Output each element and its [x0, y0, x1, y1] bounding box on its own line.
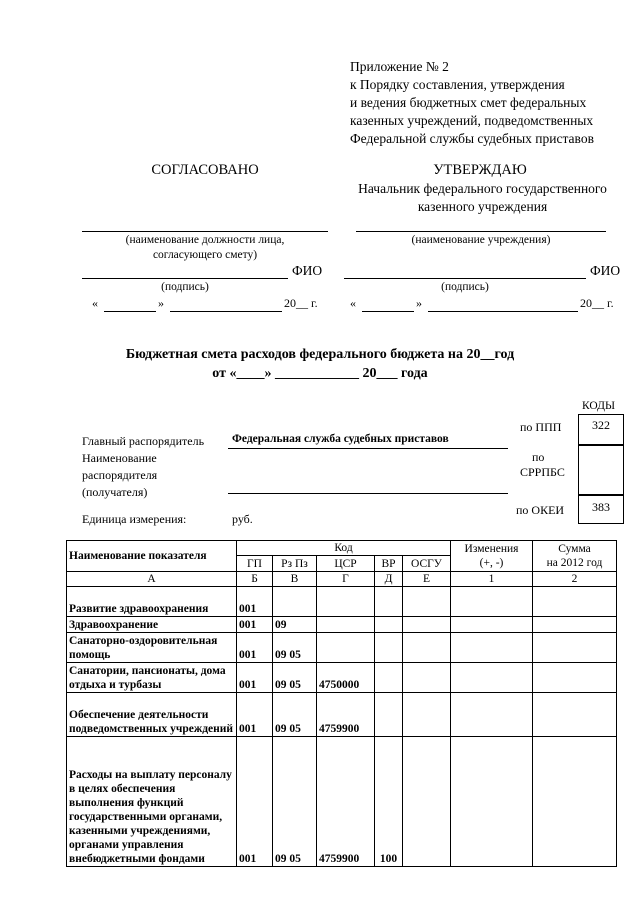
row-vr	[375, 633, 403, 663]
row-osgu	[403, 663, 451, 693]
table-row	[67, 633, 617, 663]
row-rz: 09 05	[273, 633, 317, 663]
row-sum[interactable]	[533, 693, 617, 737]
doc-title-line-1: Бюджетная смета расходов федерального бюджета на 20__год	[125, 347, 515, 362]
letter-cell: 1	[451, 572, 533, 587]
main-manager-line	[228, 448, 508, 449]
unit-value: руб.	[232, 512, 253, 526]
row-rz: 09 05	[273, 663, 317, 693]
letter-cell: В	[273, 572, 317, 587]
okei-code-box	[578, 494, 624, 524]
row-csr: 4759900	[317, 737, 375, 867]
row-csr	[317, 633, 375, 663]
approve-line-2: казенного учреждения	[417, 199, 548, 214]
letter-cell: Г	[317, 572, 375, 587]
manager-label-line: распорядителя	[82, 468, 158, 482]
letter-cell: Б	[237, 572, 273, 587]
letter-cell: Е	[403, 572, 451, 587]
approve-day-line[interactable]	[362, 311, 414, 312]
manager-line[interactable]	[228, 493, 508, 494]
row-rz: 09 05	[273, 693, 317, 737]
unit-label: Единица измерения:	[82, 512, 187, 526]
srrpbs-label-2: СРРПБС	[520, 465, 565, 479]
table-row	[67, 587, 617, 617]
appendix-line: Приложение № 2	[350, 59, 449, 74]
manager-label-line: (получателя)	[82, 485, 148, 499]
table-row	[67, 617, 617, 633]
approve-signature-caption: (подпись)	[441, 281, 489, 293]
row-vr	[375, 693, 403, 737]
agreed-heading: СОГЛАСОВАНО	[151, 162, 259, 178]
row-osgu	[403, 587, 451, 617]
row-changes[interactable]	[451, 633, 533, 663]
letter-cell: Д	[375, 572, 403, 587]
manager-label-line: Наименование	[82, 451, 157, 465]
agreed-signature-caption: (подпись)	[161, 281, 209, 293]
row-name: Санатории, пансионаты, дома отдыха и турбазы	[67, 663, 237, 693]
row-name: Развитие здравоохранения	[67, 587, 237, 617]
row-name: Обеспечение деятельности подведомственных учреждений	[67, 693, 237, 737]
row-csr: 4759900	[317, 693, 375, 737]
approve-heading: УТВЕРЖДАЮ	[433, 162, 527, 178]
table-row	[67, 663, 617, 693]
row-gp: 001	[237, 693, 273, 737]
approve-org-caption: (наименование учреждения)	[411, 234, 551, 246]
row-osgu	[403, 633, 451, 663]
header-changes	[451, 541, 533, 572]
row-name: Расходы на выплату персоналу в целях обеспечения выполнения функций государственными органами, казенными учреждениями, органами управления внебюджетными фондами	[67, 737, 237, 867]
row-vr	[375, 663, 403, 693]
row-gp: 001	[237, 737, 273, 867]
header-osgu: ОСГУ	[403, 556, 451, 572]
row-sum[interactable]	[533, 633, 617, 663]
estimate-table	[66, 540, 617, 867]
header-changes-line: (+, -)	[479, 557, 504, 569]
agreed-year: 20__ г.	[284, 296, 318, 310]
header-rzpz: Рз Пз	[273, 556, 317, 572]
srrpbs-code-box[interactable]	[578, 444, 624, 496]
manager-label	[82, 450, 157, 501]
row-sum[interactable]	[533, 663, 617, 693]
header-sum-line: на 2012 год	[546, 557, 603, 569]
agreed-position-line[interactable]	[82, 231, 328, 232]
header-changes-line: Изменения	[464, 543, 519, 555]
approve-year: 20__ г.	[580, 296, 614, 310]
appendix-line: казенных учреждений, подведомственных	[350, 113, 594, 128]
approve-date-close: »	[416, 296, 422, 310]
appendix-block	[350, 58, 594, 148]
row-changes[interactable]	[451, 617, 533, 633]
row-changes[interactable]	[451, 737, 533, 867]
row-changes[interactable]	[451, 587, 533, 617]
letter-cell: 2	[533, 572, 617, 587]
appendix-line: и ведения бюджетных смет федеральных	[350, 95, 587, 110]
row-name: Санаторно-оздоровительная помощь	[67, 633, 237, 663]
agreed-date-close: »	[158, 296, 164, 310]
header-sum	[533, 541, 617, 572]
table-row	[67, 693, 617, 737]
row-gp: 001	[237, 663, 273, 693]
row-rz: 09	[273, 617, 317, 633]
row-rz: 09 05	[273, 737, 317, 867]
srrpbs-label-1: по	[532, 450, 545, 464]
row-osgu	[403, 693, 451, 737]
codes-label: КОДЫ	[582, 400, 615, 412]
agreed-signature-line[interactable]	[82, 278, 288, 279]
row-gp: 001	[237, 587, 273, 617]
okei-label: по ОКЕИ	[516, 503, 565, 517]
row-sum[interactable]	[533, 587, 617, 617]
row-osgu	[403, 617, 451, 633]
main-manager-label: Главный распорядитель	[82, 434, 205, 448]
row-csr: 4750000	[317, 663, 375, 693]
agreed-position-caption-1: (наименование должности лица,	[125, 234, 285, 246]
approve-month-line[interactable]	[428, 311, 578, 312]
okei-code: 383	[592, 500, 610, 514]
approve-fio-label: ФИО	[590, 263, 621, 278]
row-csr	[317, 617, 375, 633]
agreed-day-line[interactable]	[104, 311, 156, 312]
appendix-line: к Порядку составления, утверждения	[350, 77, 565, 92]
ppp-code-box	[578, 414, 624, 446]
row-vr	[375, 587, 403, 617]
doc-title-line-2: от «____» ____________ 20___ года	[212, 366, 428, 381]
approve-line-1: Начальник федерального государственного	[358, 181, 607, 196]
row-gp: 001	[237, 617, 273, 633]
main-manager-value: Федеральная служба судебных приставов	[232, 433, 449, 445]
header-gp: ГП	[237, 556, 273, 572]
row-changes[interactable]	[451, 693, 533, 737]
approve-date-open: «	[350, 296, 356, 310]
ppp-code: 322	[592, 418, 610, 432]
row-sum[interactable]	[533, 737, 617, 867]
header-name: Наименование показателя	[67, 541, 237, 572]
row-name: Здравоохранение	[67, 617, 237, 633]
header-code: Код	[237, 541, 451, 556]
row-changes[interactable]	[451, 663, 533, 693]
row-gp: 001	[237, 633, 273, 663]
appendix-line: Федеральной службы судебных приставов	[350, 131, 594, 146]
row-vr: 100	[375, 737, 403, 867]
row-sum[interactable]	[533, 617, 617, 633]
row-csr	[317, 587, 375, 617]
row-vr	[375, 617, 403, 633]
agreed-date-open: «	[92, 296, 98, 310]
approve-org-line[interactable]	[356, 231, 606, 232]
row-osgu	[403, 737, 451, 867]
agreed-position-caption-2: согласующего смету)	[152, 249, 258, 261]
ppp-label: по ППП	[520, 420, 562, 434]
row-rz	[273, 587, 317, 617]
agreed-fio-label: ФИО	[292, 263, 323, 278]
header-vr: ВР	[375, 556, 403, 572]
letter-cell: А	[67, 572, 237, 587]
table-row	[67, 737, 617, 867]
approve-signature-line[interactable]	[344, 278, 586, 279]
header-csr: ЦСР	[317, 556, 375, 572]
agreed-month-line[interactable]	[170, 311, 282, 312]
header-sum-line: Сумма	[558, 543, 591, 555]
